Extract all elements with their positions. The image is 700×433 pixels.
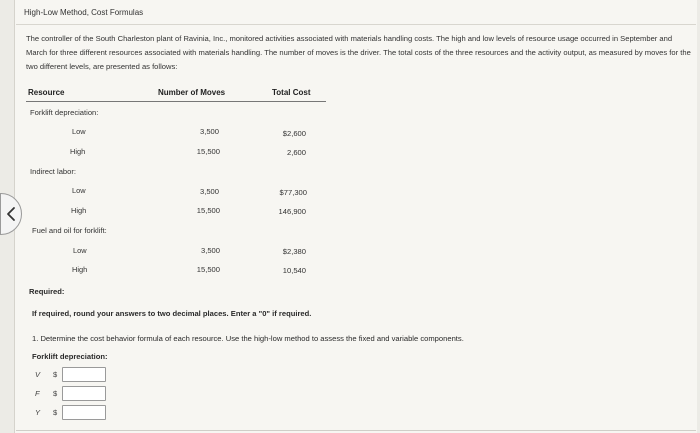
row-level: Low (73, 246, 87, 255)
row-cost: 2,600 (286, 148, 306, 157)
row-cost: 146,900 (278, 207, 306, 216)
total-cost-input[interactable] (62, 405, 106, 420)
group-label-fuel-and-oil: Fuel and oil for forklift: (32, 226, 107, 235)
row-level: Low (72, 186, 86, 195)
row-level: Low (72, 127, 86, 136)
header-resource: Resource (28, 88, 65, 97)
group-label-forklift-depreciation: Forklift depreciation: (30, 108, 99, 117)
page-title: High-Low Method, Cost Formulas (24, 8, 144, 17)
required-heading: Required: (29, 287, 65, 296)
row-cost: $2,380 (282, 247, 306, 256)
title-divider (16, 24, 696, 25)
row-moves: 3,500 (199, 187, 219, 196)
row-cost: $77,300 (279, 188, 307, 197)
row-moves: 15,500 (196, 206, 220, 215)
field-letter-y: Y (35, 408, 41, 417)
section-forklift-depreciation: Forklift depreciation: (32, 352, 108, 361)
row-moves: 3,500 (199, 127, 219, 136)
dollar-sign: $ (53, 389, 58, 398)
header-moves: Number of Moves (158, 88, 226, 97)
header-total-cost: Total Cost (272, 88, 311, 97)
header-divider (26, 101, 326, 102)
required-instruction: If required, round your answers to two decimal places. Enter a "0" if required. (32, 309, 312, 318)
dollar-sign: $ (53, 370, 58, 379)
field-letter-f: F (35, 389, 40, 398)
bottom-divider (16, 430, 696, 431)
row-cost: 10,540 (282, 266, 306, 275)
variable-rate-input[interactable] (62, 367, 106, 382)
problem-intro: The controller of the South Charleston plant of Ravinia, Inc., monitored activities associated with materials handling costs. The high and low levels of resource usage occurred in September and March for three different resources associated with materials handling. The number of moves is the driver. The total costs of the three resources and the activity output, as measured by moves for the two different levels, are presented as follows: (26, 34, 691, 71)
row-level: High (71, 206, 87, 215)
chevron-left-icon (5, 206, 17, 222)
fixed-cost-input[interactable] (62, 386, 106, 401)
dollar-sign: $ (53, 408, 58, 417)
row-level: High (72, 265, 88, 274)
row-moves: 15,500 (196, 265, 220, 274)
row-level: High (70, 147, 86, 156)
field-letter-v: V (35, 370, 41, 379)
row-moves: 3,500 (200, 246, 220, 255)
row-moves: 15,500 (196, 147, 220, 156)
question-1: 1. Determine the cost behavior formula of each resource. Use the high-low method to assess the fixed and variable components. (32, 334, 464, 343)
row-cost: $2,600 (282, 129, 306, 138)
group-label-indirect-labor: Indirect labor: (30, 167, 77, 176)
